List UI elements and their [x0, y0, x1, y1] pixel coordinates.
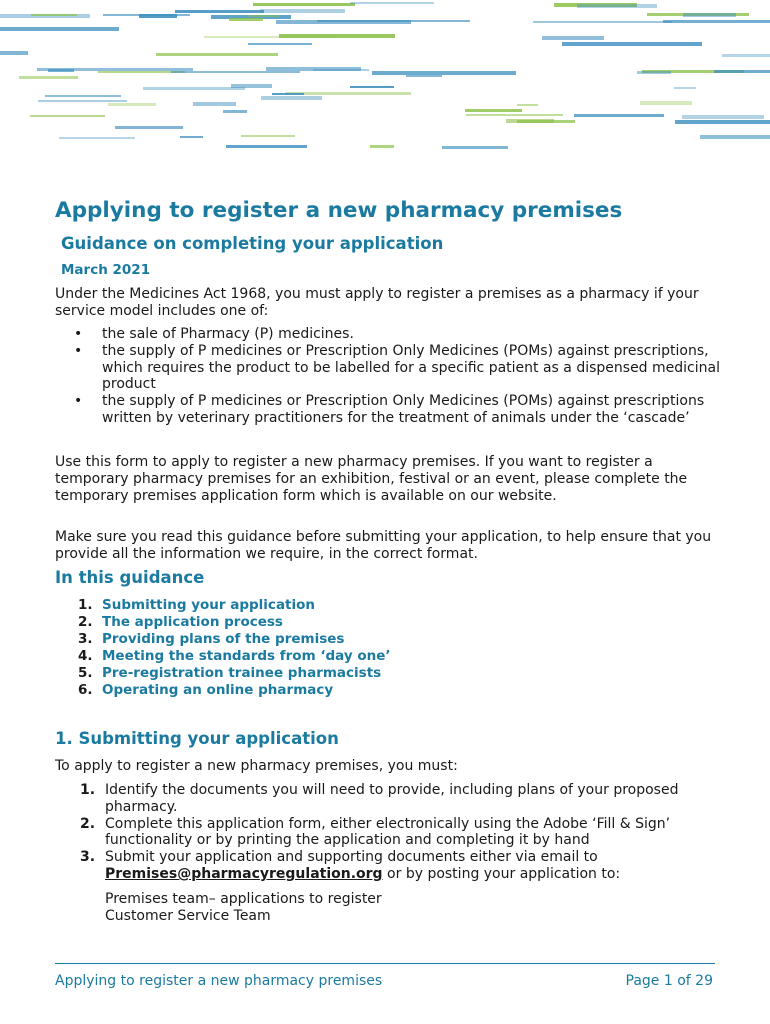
banner-stripe [0, 51, 28, 55]
header-banner [0, 0, 770, 160]
banner-stripe [266, 67, 361, 71]
banner-stripe [193, 102, 236, 106]
banner-stripe [574, 114, 664, 117]
banner-stripe [260, 9, 345, 13]
banner-stripe [533, 21, 672, 23]
list-item [55, 343, 725, 393]
banner-stripe [350, 86, 394, 88]
banner-stripe [272, 93, 304, 95]
service-model-list [55, 326, 725, 427]
banner-stripe [38, 100, 127, 102]
toc-link-process[interactable]: The application process [102, 614, 283, 630]
banner-stripe [241, 135, 295, 137]
toc-item [55, 648, 725, 665]
banner-stripe [253, 3, 355, 6]
toc-number: 6. [78, 682, 93, 698]
bullet-icon: • [74, 393, 83, 410]
banner-stripe [171, 71, 300, 73]
step-text-after: or by posting your application to: [387, 865, 621, 882]
banner-stripe [175, 10, 264, 13]
banner-stripe [675, 120, 770, 124]
list-item-text: the sale of Pharmacy (P) medicines. [102, 326, 354, 342]
step-number: 1. [80, 782, 96, 798]
banner-stripe [562, 42, 702, 46]
banner-stripe [714, 70, 770, 73]
toc-item [55, 682, 725, 699]
footer-divider [55, 963, 715, 964]
toc-number: 4. [78, 648, 93, 664]
banner-stripe [663, 20, 770, 23]
list-item-text: the supply of P medicines or Prescription Only Medicines (POMs) against prescriptions, which requires the product to be labelled for a specific patient as a dispensed medicinal product [102, 342, 720, 393]
banner-stripe [204, 36, 334, 38]
banner-stripe [59, 137, 135, 139]
banner-stripe [31, 14, 77, 16]
step-number: 2. [80, 815, 96, 832]
toc-item [55, 631, 725, 648]
address-line: Premises team– applications to register [105, 891, 382, 907]
premises-email-link[interactable]: Premises@pharmacyregulation.org [105, 865, 383, 882]
banner-stripe [506, 119, 554, 123]
bullet-icon: • [74, 342, 83, 359]
banner-stripe [683, 13, 736, 17]
banner-stripes [0, 2, 770, 149]
toc-link-preregistration[interactable]: Pre-registration trainee pharmacists [102, 665, 382, 681]
banner-stripe [542, 36, 604, 40]
banner-stripe [143, 87, 245, 90]
toc-number: 3. [78, 631, 93, 647]
banner-stripe [115, 126, 183, 129]
banner-stripe [19, 76, 78, 79]
banner-stripe [226, 145, 307, 148]
intro-paragraph: Under the Medicines Act 1968, you must apply to register a premises as a pharmacy if your service model includes one of: [55, 286, 699, 319]
toc-item [55, 614, 725, 631]
submission-steps [55, 782, 725, 883]
publication-date: March 2021 [61, 262, 151, 278]
step-text: Submit your application and supporting documents either via email to [105, 849, 598, 866]
list-item [55, 326, 725, 343]
banner-stripe [466, 114, 563, 116]
toc-link-plans[interactable]: Providing plans of the premises [102, 631, 345, 647]
read-guidance-paragraph: Make sure you read this guidance before submitting your application, to help ensure that you provide all the information we require, in the correct format. [55, 529, 712, 562]
postal-address [105, 891, 382, 925]
banner-stripe [108, 103, 156, 106]
toc-link-standards[interactable]: Meeting the standards from ‘day one’ [102, 648, 391, 664]
banner-stripe [276, 20, 411, 24]
step-item [55, 816, 725, 850]
step-item [55, 849, 725, 883]
banner-stripe [640, 101, 692, 105]
banner-stripe [156, 53, 278, 56]
banner-stripe [139, 14, 177, 18]
footer-page-number: Page 1 of 29 [625, 973, 713, 989]
banner-stripe [180, 136, 203, 138]
toc-item [55, 597, 725, 614]
banner-stripe [223, 110, 247, 113]
banner-stripe [682, 115, 764, 119]
list-item-text: the supply of P medicines or Prescription Only Medicines (POMs) against prescriptions written by veterinary practitioners for the treatment of animals under the ‘cascade’ [102, 393, 705, 426]
decorative-banner-graphic [0, 0, 770, 160]
toc-link-submitting[interactable]: Submitting your application [102, 597, 316, 613]
toc-link-online[interactable]: Operating an online pharmacy [102, 682, 334, 698]
section-heading-submitting: 1. Submitting your application [55, 729, 339, 748]
banner-stripe [30, 115, 105, 117]
banner-stripe [372, 71, 516, 75]
banner-stripe [577, 4, 657, 8]
banner-stripe [637, 71, 671, 74]
banner-stripe [700, 135, 770, 139]
banner-stripe [465, 109, 522, 112]
banner-stripe [722, 54, 770, 57]
banner-stripe [674, 87, 696, 89]
form-usage-paragraph: Use this form to apply to register a new pharmacy premises. If you want to register a temporary pharmacy premises for an exhibition, festival or an event, please complete the temporary premises application form which is available on our website. [55, 454, 688, 504]
step-text: Complete this application form, either electronically using the Adobe ‘Fill & Sign’ functionality or by printing the application and completing it by hand [105, 815, 671, 849]
list-item [55, 393, 725, 427]
banner-stripe [37, 68, 193, 71]
banner-stripe [350, 2, 434, 4]
footer-document-title: Applying to register a new pharmacy premises [55, 973, 383, 989]
banner-stripe [406, 75, 442, 77]
banner-stripe [370, 145, 394, 148]
step-item [55, 782, 725, 816]
toc-number: 5. [78, 665, 93, 681]
address-line: Customer Service Team [105, 907, 271, 924]
toc-item [55, 665, 725, 682]
toc-number: 1. [78, 597, 93, 613]
banner-stripe [248, 15, 279, 17]
step-number: 3. [80, 849, 96, 866]
banner-stripe [0, 27, 119, 31]
banner-stripe [45, 95, 121, 97]
section-intro: To apply to register a new pharmacy premises, you must: [55, 758, 458, 774]
banner-stripe [229, 18, 263, 21]
banner-stripe [261, 96, 322, 100]
step-text: Identify the documents you will need to provide, including plans of your proposed pharmacy. [105, 782, 679, 815]
table-of-contents [55, 597, 725, 699]
page-subtitle: Guidance on completing your application [61, 234, 444, 253]
banner-stripe [442, 146, 508, 149]
toc-number: 2. [78, 614, 93, 630]
banner-stripe [517, 104, 538, 106]
banner-stripe [248, 43, 312, 45]
toc-heading: In this guidance [55, 568, 205, 587]
bullet-icon: • [74, 326, 83, 342]
page-title: Applying to register a new pharmacy premises [55, 198, 623, 223]
